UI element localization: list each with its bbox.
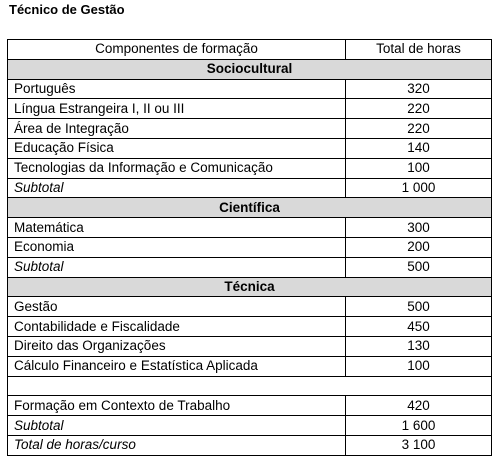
- row-hours: 500: [346, 297, 492, 317]
- table-row: [8, 138, 492, 158]
- table-row: [8, 158, 492, 178]
- section-row-tecnica: [8, 277, 492, 297]
- row-label: Português: [8, 79, 346, 99]
- row-label: Matemática: [8, 218, 346, 238]
- table-row: [8, 119, 492, 139]
- row-label: Cálculo Financeiro e Estatística Aplicada: [8, 356, 346, 376]
- total-row: [8, 435, 492, 455]
- total-label: Total de horas/curso: [8, 435, 346, 455]
- row-label: Direito das Organizações: [8, 336, 346, 356]
- subtotal-label: Subtotal: [8, 416, 346, 436]
- row-hours: 320: [346, 79, 492, 99]
- subtotal-label: Subtotal: [8, 257, 346, 277]
- training-hours-table: [7, 39, 492, 456]
- table-row: [8, 297, 492, 317]
- table-row: [8, 237, 492, 257]
- table-row: [8, 356, 492, 376]
- row-label: Contabilidade e Fiscalidade: [8, 317, 346, 337]
- total-hours: 3 100: [346, 435, 492, 455]
- row-label: Economia: [8, 237, 346, 257]
- table-row: [8, 336, 492, 356]
- table-row: [8, 317, 492, 337]
- empty-row: [8, 376, 492, 396]
- subtotal-hours: 1 600: [346, 416, 492, 436]
- table-row: [8, 99, 492, 119]
- row-hours: 220: [346, 99, 492, 119]
- subtotal-row: [8, 257, 492, 277]
- row-hours: 100: [346, 158, 492, 178]
- subtotal-hours: 500: [346, 257, 492, 277]
- row-label: Formação em Contexto de Trabalho: [8, 396, 346, 416]
- row-label: Tecnologias da Informação e Comunicação: [8, 158, 346, 178]
- section-row-sociocultural: [8, 59, 492, 79]
- subtotal-row: [8, 178, 492, 198]
- table-header-row: [8, 40, 492, 60]
- row-hours: 200: [346, 237, 492, 257]
- row-hours: 450: [346, 317, 492, 337]
- row-hours: 100: [346, 356, 492, 376]
- row-label: Gestão: [8, 297, 346, 317]
- table-row: [8, 218, 492, 238]
- table-row: [8, 79, 492, 99]
- section-title: Sociocultural: [8, 59, 492, 79]
- row-hours: 420: [346, 396, 492, 416]
- row-hours: 140: [346, 138, 492, 158]
- subtotal-hours: 1 000: [346, 178, 492, 198]
- row-label: Educação Física: [8, 138, 346, 158]
- section-title: Técnica: [8, 277, 492, 297]
- subtotal-row: [8, 416, 492, 436]
- header-hours: Total de horas: [346, 40, 492, 60]
- row-hours: 220: [346, 119, 492, 139]
- section-row-cientifica: [8, 198, 492, 218]
- table-row: [8, 396, 492, 416]
- row-hours: 300: [346, 218, 492, 238]
- header-component: Componentes de formação: [8, 40, 346, 60]
- subtotal-label: Subtotal: [8, 178, 346, 198]
- document-title: Técnico de Gestão: [9, 2, 125, 17]
- section-title: Científica: [8, 198, 492, 218]
- row-label: Língua Estrangeira I, II ou III: [8, 99, 346, 119]
- empty-cell: [8, 376, 492, 396]
- row-hours: 130: [346, 336, 492, 356]
- row-label: Área de Integração: [8, 119, 346, 139]
